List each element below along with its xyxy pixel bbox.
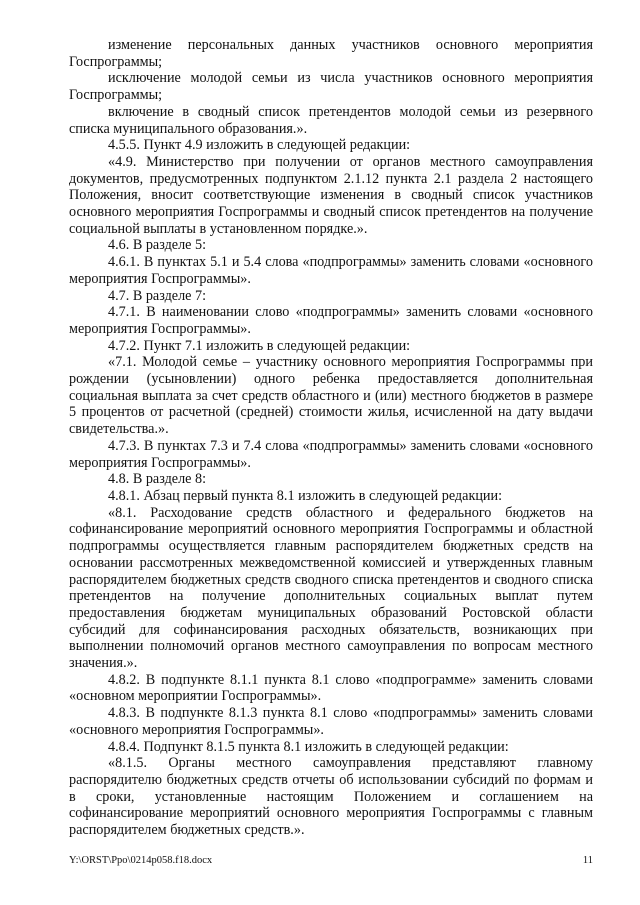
paragraph: 4.7.2. Пункт 7.1 изложить в следующей редакции: (108, 337, 411, 354)
paragraph: 4.5.5. Пункт 4.9 изложить в следующей редакции: (108, 137, 411, 154)
paragraph: 4.8.3. В подпункте 8.1.3 пункта 8.1 слово «подпрограммы» заменить словами «основного мероприятия Госпрограммы». (69, 705, 593, 738)
document-body (69, 37, 593, 839)
footer-page-number: 11 (582, 855, 593, 866)
paragraph: исключение молодой семьи из числа участников основного мероприятия Госпрограммы; (69, 70, 593, 104)
paragraph: 4.7.3. В пунктах 7.3 и 7.4 слова «подпрограммы» заменить словами «основного мероприятия Госпрограммы». (69, 437, 593, 471)
paragraph: изменение персональных данных участников основного мероприятия Госпрограммы; (69, 37, 593, 70)
paragraph: 4.7.1. В наименовании слово «подпрограммы» заменить словами «основного мероприятия Госпрограммы». (69, 304, 593, 337)
footer-file-path: Y:\ORST\Ppo\0214p058.f18.docx (69, 855, 213, 866)
paragraph: «7.1. Молодой семье – участнику основного мероприятия Госпрограммы при рождении (усыновлении) одного ребенка предоставляется дополнительная социальная выплата за счет средств областного и (или) местного бюджетов в размере 5 процентов от расчетной (средней) стоимости жилья, исчисленной на дату выдачи свидетельства.». (69, 354, 593, 438)
paragraph: 4.6. В разделе 5: (108, 237, 207, 254)
paragraph: 4.8.4. Подпункт 8.1.5 пункта 8.1 изложить в следующей редакции: (108, 738, 509, 755)
paragraph: «8.1.5. Органы местного самоуправления представляют главному распорядителю бюджетных средств отчеты об использовании субсидий по формам и в сроки, установленные настоящим Положением и соглашением на софинансирование мероприятий основного мероприятия Госпрограммы с главным распорядителем бюджетных средств.». (69, 755, 593, 839)
paragraph: 4.8. В разделе 8: (108, 471, 207, 488)
paragraph: включение в сводный список претендентов молодой семьи из резервного списка муниципального образования.». (69, 103, 593, 137)
paragraph: 4.6.1. В пунктах 5.1 и 5.4 слова «подпрограммы» заменить словами «основного мероприятия Госпрограммы». (69, 254, 593, 287)
paragraph: «4.9. Министерство при получении от органов местного самоуправления документов, предусмотренных подпунктом 2.1.12 пункта 2.1 раздела 2 настоящего Положения, вносит соответствующие изменения в сводный список участников основного мероприятия Госпрограммы и сводный список претендентов на получение социальной выплаты в установленном порядке.». (69, 153, 593, 237)
paragraph: «8.1. Расходование средств областного и федерального бюджетов на софинансирование мероприятий основного мероприятия Госпрограммы и областной подпрограммы осуществляется главным распорядителем бюджетных средств на основании рассмотренных межведомственной комиссией и утвержденных главным распорядителем бюджетных средств сводного списка претендентов и сводного списка претендентов на получение дополнительных социальных выплат путем предоставления бюджетам муниципальных образований Ростовской области субсидий для софинансирования расходных обязательств, возникающих при выполнении полномочий органов местного самоуправления по вопросам местного значения.». (69, 504, 593, 672)
paragraph: 4.8.2. В подпункте 8.1.1 пункта 8.1 слово «подпрограмме» заменить словами «основном мероприятии Госпрограммы». (69, 671, 593, 705)
paragraph: 4.7. В разделе 7: (108, 287, 207, 304)
paragraph: 4.8.1. Абзац первый пункта 8.1 изложить в следующей редакции: (108, 487, 503, 504)
